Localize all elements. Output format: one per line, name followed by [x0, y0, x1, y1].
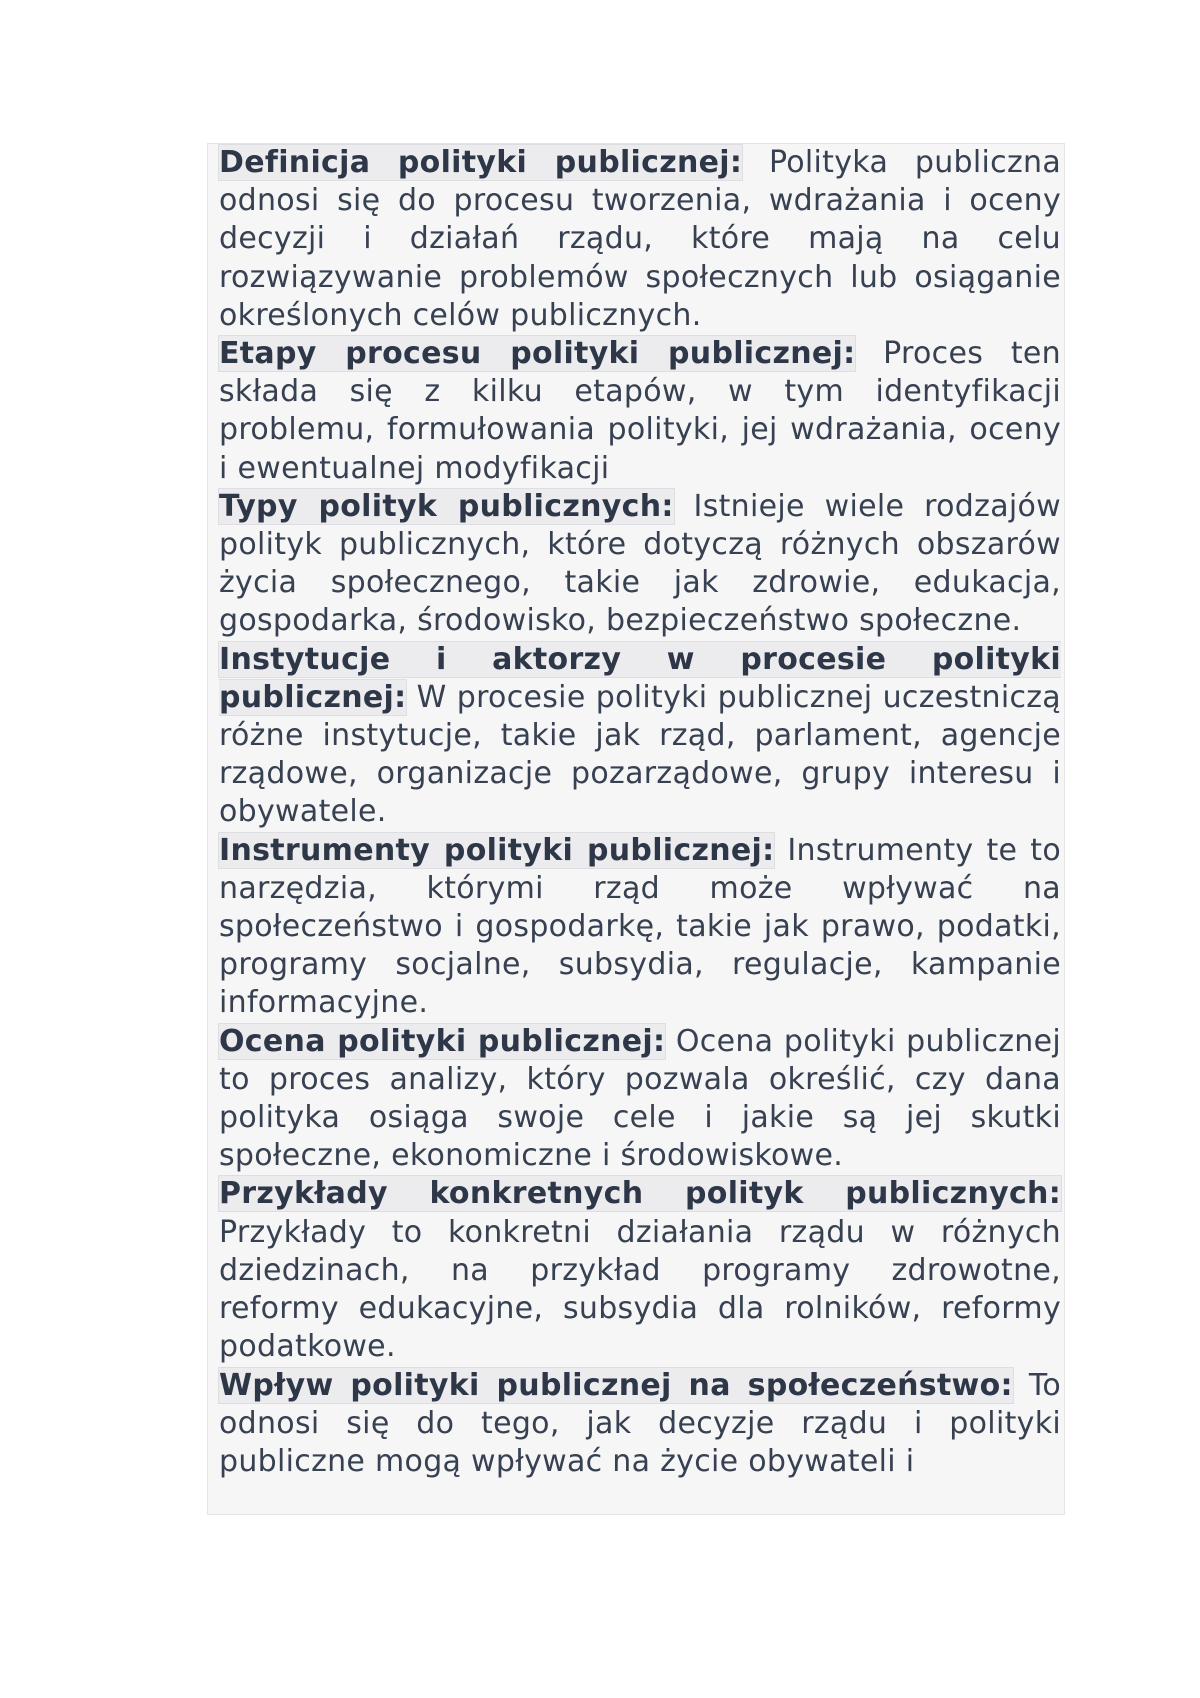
- section-text: Przykłady to konkretni działania rządu w różnych dziedzinach, na przykład programy zdrowotne, reformy edukacyjne, subsydia dla rolników, reformy podatkowe.: [219, 1214, 1061, 1365]
- section-przyklady: [219, 1175, 1061, 1366]
- section-instrumenty: [219, 832, 1061, 1023]
- section-text: Instrumenty te to narzędzia, którymi rząd może wpływać na społeczeństwo i gospodarkę, takie jak prawo, podatki, programy socjalne, subsydia, regulacje, kampanie informacyjne.: [219, 832, 1061, 1021]
- section-heading: Definicja polityki publicznej:: [219, 145, 743, 180]
- section-heading: Ocena polityki publicznej:: [219, 1023, 666, 1059]
- text-column: [219, 144, 1061, 1481]
- section-instytucje: [219, 641, 1061, 832]
- section-definicja: [219, 144, 1061, 335]
- section-text: Istnieje wiele rodzajów polityk publicznych, które dotyczą różnych obszarów życia społecznego, takie jak zdrowie, edukacja, gospodarka, środowisko, bezpieczeństwo społeczne.: [219, 488, 1062, 639]
- content-box: [207, 143, 1065, 1515]
- section-heading: Przykłady konkretnych polityk publicznych:: [219, 1176, 1061, 1212]
- section-text: Polityka publiczna odnosi się do procesu tworzenia, wdrażania i oceny decyzji i działań rządu, które mają na celu rozwiązywanie problemów społecznych lub osiąganie określonych celów publicznych.: [219, 145, 1061, 333]
- section-heading: Wpływ polityki publicznej na społeczeństwo:: [219, 1367, 1013, 1403]
- section-ocena: [219, 1023, 1061, 1176]
- section-typy: [219, 488, 1061, 641]
- section-heading: Instrumenty polityki publicznej:: [219, 832, 775, 868]
- section-text: W procesie polityki publicznej uczestniczą różne instytucje, takie jak rząd, parlament, agencje rządowe, organizacje pozarządowe, grupy interesu i obywatele.: [219, 679, 1061, 830]
- section-heading: Etapy procesu polityki publicznej:: [219, 336, 856, 372]
- section-text: Ocena polityki publicznej to proces analizy, który pozwala określić, czy dana polityka osiąga swoje cele i jakie są jej skutki społeczne, ekonomiczne i środowiskowe.: [219, 1023, 1061, 1174]
- section-text: Proces ten składa się z kilku etapów, w tym identyfikacji problemu, formułowania polityki, jej wdrażania, oceny i ewentualnej modyfikacji: [219, 336, 1061, 486]
- section-text: To odnosi się do tego, jak decyzje rządu i polityki publiczne mogą wpływać na życie obywateli i: [219, 1367, 1061, 1479]
- section-heading: Typy polityk publicznych:: [219, 488, 674, 524]
- section-wplyw: [219, 1367, 1061, 1482]
- section-heading: Instytucje i aktorzy w procesie polityki publicznej:: [219, 641, 1061, 715]
- section-etapy: [219, 335, 1061, 488]
